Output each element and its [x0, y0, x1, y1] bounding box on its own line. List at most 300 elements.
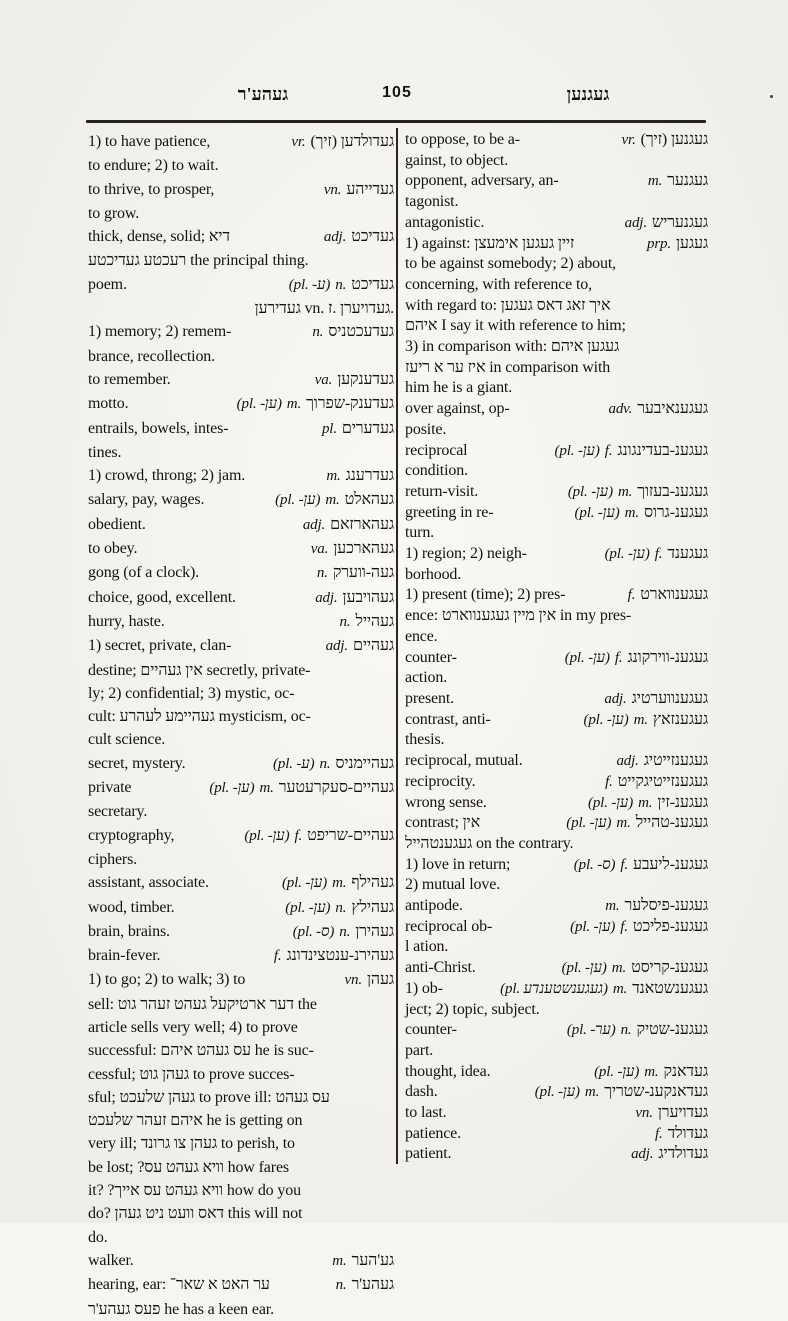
grammar-tag: n.: [335, 899, 347, 916]
gloss-text: patient.: [405, 1145, 452, 1163]
headword: געדיכט: [351, 275, 394, 293]
headword: געדולדיג: [658, 1145, 708, 1163]
gloss-text: to endure; 2) to wait.: [88, 157, 219, 175]
entry-line: [405, 937, 708, 958]
headword: געגענ-גרוס: [643, 503, 708, 521]
headword: געגענ-פליכט: [632, 917, 708, 935]
grammar-tag: f.: [294, 827, 303, 844]
gloss-text: איהם זעהר שלעכט he is getting on: [88, 1112, 303, 1130]
page-number: 105: [382, 84, 412, 101]
entry-line: [88, 944, 394, 968]
gloss-text: gong (of a clock).: [88, 564, 200, 582]
dictionary-entry: [405, 234, 708, 400]
gloss-text: 1) crowd, throng; 2) jam.: [88, 467, 246, 485]
entry-tail: [605, 544, 708, 565]
entry-line: [88, 728, 394, 751]
grammar-tag: m.: [584, 1084, 600, 1101]
headword: געהירן: [355, 922, 394, 940]
grammar-tag: n.: [335, 1277, 347, 1294]
entry-line: [405, 544, 708, 565]
entry-line: [88, 320, 394, 344]
gloss-text: walker.: [88, 1251, 134, 1269]
entry-tail: [273, 752, 394, 776]
gloss-text: 1) to go; 2) to walk; 3) to: [88, 971, 246, 989]
entry-line: [88, 537, 394, 561]
gloss-text: 2) mutual love.: [405, 876, 501, 894]
grammar-tag: va.: [314, 371, 333, 388]
entry-line: [88, 896, 394, 920]
plural-info: (pl. -ע): [273, 755, 315, 772]
column-right: [405, 130, 708, 1165]
entry-line: [88, 848, 394, 871]
entry-line: [88, 1156, 394, 1179]
entry-line: [88, 178, 394, 202]
gloss-text: part.: [405, 1041, 434, 1059]
entry-tail: [311, 537, 394, 561]
plural-info: (pl. -ער): [566, 1022, 616, 1039]
gloss-text: 1) love in return;: [405, 855, 511, 873]
plural-info: (pl. -ע): [288, 276, 331, 293]
dictionary-entry: [405, 1082, 708, 1103]
entry-line: [88, 249, 394, 272]
dictionary-entry: [88, 1249, 394, 1273]
dictionary-entry: [405, 896, 708, 917]
entry-tail: [332, 1249, 394, 1273]
dictionary-entry: [405, 213, 708, 234]
gloss-text: obedient.: [88, 515, 146, 533]
headword: געגענשטאנד: [632, 979, 708, 997]
gloss-text: cult: געהיימע לעהרע mysticism, oc-: [88, 708, 311, 726]
entry-tail: [628, 585, 708, 606]
entry-tail: [274, 944, 394, 968]
gloss-text: ject; 2) topic, subject.: [405, 1000, 540, 1018]
dictionary-entry: [88, 368, 394, 392]
gloss-text: wrong sense.: [405, 793, 487, 811]
dictionary-entry: [405, 1124, 708, 1145]
entry-line: [405, 1020, 708, 1041]
entry-line: [405, 1000, 708, 1021]
grammar-tag: vr.: [291, 134, 306, 150]
dictionary-entry: [405, 958, 708, 979]
grammar-tag: adv.: [608, 401, 633, 418]
headword: געדיכט: [351, 228, 394, 246]
entry-tail: [317, 561, 394, 585]
gloss-text: to remember.: [88, 370, 171, 388]
entry-tail: [285, 896, 394, 920]
headword: געדענקען: [337, 370, 394, 388]
gloss-text: contrast, anti-: [405, 710, 491, 728]
entry-line: [88, 345, 394, 368]
entry-tail: [535, 1082, 708, 1103]
grammar-tag: f.: [604, 442, 613, 459]
dictionary-entry: [405, 979, 708, 1020]
entry-line: [88, 1298, 394, 1321]
headword: געהילץ: [351, 898, 394, 916]
entry-line: [88, 130, 394, 154]
headword: געגענ-ווירקונג: [627, 648, 708, 666]
column-divider-rule: [396, 128, 398, 1164]
gloss-text: gainst, to object.: [405, 151, 509, 169]
entry-line: [405, 917, 708, 938]
entry-tail: [583, 710, 708, 731]
headword: געגענ-בעזוך: [637, 482, 708, 500]
entry-line: [405, 151, 708, 172]
gloss-text: wood, timber.: [88, 898, 175, 916]
plural-info: (pl. -ען): [566, 815, 612, 832]
headword: געהאלט: [344, 491, 394, 509]
gloss-text: counter-: [405, 648, 457, 666]
gloss-text: reciprocal ob-: [405, 917, 493, 935]
headword: געהיים-שריפט: [307, 826, 394, 844]
gloss-text: פעס געהע'ר he has a keen ear.: [88, 1300, 274, 1318]
dictionary-entry: [88, 610, 394, 634]
gloss-text: 1) region; 2) neigh-: [405, 545, 527, 563]
grammar-tag: m.: [624, 504, 639, 521]
headword: געהילף: [351, 874, 394, 892]
entry-line: [405, 813, 708, 834]
entry-line: [88, 1109, 394, 1132]
gloss-text: contrast; אין: [405, 814, 481, 832]
entry-tail: [605, 772, 708, 793]
headword: געגענ-טהייל: [635, 814, 708, 832]
dictionary-entry: [405, 751, 708, 772]
entry-line: [405, 958, 708, 979]
headword: געדולד: [667, 1124, 708, 1142]
grammar-tag: va.: [310, 541, 329, 558]
entry-tail: [500, 979, 708, 1000]
entry-line: [405, 523, 708, 544]
dictionary-entry: [405, 482, 708, 503]
column-left: [88, 130, 394, 1321]
entry-tail: [635, 1103, 708, 1124]
grammar-tag: m.: [611, 960, 627, 977]
entry-line: [88, 488, 394, 512]
entry-line: [88, 513, 394, 537]
entry-line: [88, 273, 394, 297]
headword: געדויערן: [657, 1104, 708, 1122]
plural-info: (pl. -ען): [275, 492, 321, 509]
entry-line: [88, 752, 394, 776]
entry-line: [405, 855, 708, 876]
entry-line: [405, 296, 708, 317]
headword: געהן: [366, 971, 394, 989]
gloss-text: reciprocal, mutual.: [405, 752, 523, 770]
gloss-text: borhood.: [405, 565, 462, 583]
grammar-tag: m.: [325, 492, 340, 509]
gloss-text: איהם I say it with reference to him;: [405, 317, 626, 335]
headword: געגענ-פיסלער: [624, 897, 708, 915]
entry-line: [88, 1273, 394, 1297]
entry-line: [88, 1179, 394, 1202]
headword: געדעכטניס: [328, 323, 394, 341]
gloss-text: to obey.: [88, 540, 138, 558]
entry-tail: [345, 968, 395, 992]
dictionary-entry: [405, 689, 708, 710]
entry-line: [88, 225, 394, 249]
headword: געדאנקענ-שטריך: [604, 1083, 708, 1101]
dictionary-entry: [88, 320, 394, 368]
entry-tail: [588, 793, 708, 814]
dictionary-entry: [405, 710, 708, 751]
headword: געהירנ-ענטצינדונג: [286, 947, 394, 965]
entry-tail: [282, 871, 394, 895]
grammar-tag: n.: [339, 613, 351, 630]
entry-tail: [565, 648, 708, 669]
gloss-text: to be against somebody; 2) about,: [405, 255, 617, 273]
grammar-tag: m.: [644, 1063, 659, 1080]
entry-line: [88, 776, 394, 800]
entry-line: [405, 565, 708, 586]
grammar-tag: n.: [335, 276, 347, 293]
entry-tail: [209, 776, 394, 800]
dictionary-entry: [405, 813, 708, 854]
entry-line: [88, 1039, 394, 1062]
entry-tail: [326, 464, 394, 488]
gloss-text: dash.: [405, 1083, 438, 1101]
entry-line: [88, 441, 394, 464]
dictionary-entry: [88, 178, 394, 226]
gloss-text: greeting in re-: [405, 503, 494, 521]
plural-info: (pl. -ען): [570, 918, 616, 935]
headword: געגענזייטיג: [643, 752, 708, 770]
grammar-tag: m.: [259, 780, 274, 797]
dictionary-entry: [405, 399, 708, 440]
entry-line: [88, 297, 394, 320]
grammar-tag: f.: [654, 1125, 663, 1142]
dictionary-entry: [88, 273, 394, 297]
entry-line: [88, 610, 394, 634]
entry-tail: [275, 488, 394, 512]
gloss-text: 3) in comparison with: געגען איהם: [405, 338, 620, 356]
gloss-text: with regard to: איך זאג דאס געגען: [405, 296, 611, 314]
entry-line: [88, 154, 394, 177]
plural-info: (pl. -ען): [209, 780, 255, 797]
entry-tail: [244, 824, 394, 848]
headword: געדאנק: [663, 1062, 708, 1080]
entry-line: [88, 202, 394, 225]
gloss-text: destine; אין געהיים secretly, private-: [88, 661, 311, 679]
headword: געהארכען: [333, 540, 394, 558]
entry-tail: [326, 634, 394, 658]
entry-tail: [575, 503, 708, 524]
gloss-text: concerning, with reference to,: [405, 275, 592, 293]
dictionary-entry: [405, 772, 708, 793]
grammar-tag: vn.: [635, 1105, 653, 1122]
grammar-tag: adj.: [631, 1146, 654, 1163]
entry-line: [405, 399, 708, 420]
gloss-text: article sells very well; 4) to prove: [88, 1018, 298, 1036]
dictionary-entry: [405, 648, 708, 689]
grammar-tag: vr.: [621, 132, 636, 148]
headword: גע'הער: [351, 1251, 394, 1269]
gloss-text: poem.: [88, 275, 127, 293]
headword: געגענ-ליעבע: [632, 855, 708, 873]
dictionary-entry: [405, 917, 708, 958]
entry-tail: [647, 234, 708, 255]
header-guide-word-right: געגנען: [566, 84, 610, 104]
dictionary-entry: [88, 130, 394, 178]
headword: געדערים: [341, 419, 394, 437]
gloss-text: 1) ob-: [405, 979, 443, 997]
grammar-tag: m.: [612, 980, 628, 997]
entry-line: [88, 464, 394, 488]
running-head: [88, 84, 706, 108]
grammar-tag: f.: [620, 918, 628, 935]
entry-tail: [604, 689, 708, 710]
grammar-tag: adj.: [604, 690, 627, 707]
entry-tail: [568, 482, 708, 503]
gloss-text: condition.: [405, 462, 468, 480]
entry-line: [405, 234, 708, 255]
dictionary-entry: [88, 968, 394, 1249]
dictionary-entry: [88, 537, 394, 561]
gloss-text: to grow.: [88, 204, 140, 222]
dictionary-entry: [88, 392, 394, 416]
grammar-tag: adj.: [616, 753, 639, 770]
entry-line: [88, 1016, 394, 1039]
gloss-text: sful; געהן שלעכט to prove ill: עס געהט: [88, 1088, 330, 1106]
entry-tail: [625, 213, 708, 234]
gloss-text: 1) secret, private, clan-: [88, 637, 232, 655]
grammar-tag: adj.: [315, 589, 338, 606]
headword: געגענווארט: [640, 586, 708, 604]
gloss-text: do? דאס וועט ניט געהן this will not: [88, 1205, 303, 1223]
dictionary-entry: [88, 752, 394, 776]
gloss-text: l ation.: [405, 938, 449, 956]
gloss-text: entrails, bowels, intes-: [88, 419, 229, 437]
entry-line: [88, 993, 394, 1016]
entry-tail: [631, 1144, 708, 1165]
entry-line: [405, 461, 708, 482]
entry-line: [88, 417, 394, 441]
entry-line: [88, 920, 394, 944]
gloss-text: רעכטע געדיכטע the principal thing.: [88, 252, 309, 270]
plural-info: (pl. -ען): [554, 442, 600, 459]
gloss-text: antipode.: [405, 897, 463, 915]
plural-info: (pl. -ען): [236, 396, 282, 413]
gloss-text: hurry, haste.: [88, 612, 165, 630]
grammar-tag: adj.: [323, 229, 347, 246]
gloss-text: counter-: [405, 1021, 457, 1039]
entry-line: [405, 648, 708, 669]
entry-line: [405, 834, 708, 855]
grammar-tag: m.: [638, 794, 653, 811]
gloss-text: to thrive, to prosper,: [88, 180, 215, 198]
grammar-tag: f.: [273, 948, 282, 965]
gloss-text: him he is a giant.: [405, 379, 513, 397]
headword: געגנעריש: [651, 213, 708, 231]
headword: געהיים-סעקרעטער: [278, 779, 394, 797]
grammar-tag: m.: [647, 173, 663, 190]
headword: געדייהע: [346, 180, 394, 198]
grammar-tag: f.: [627, 587, 636, 604]
entry-line: [405, 275, 708, 296]
entry-line: [405, 793, 708, 814]
plural-info: (pl. -ען): [594, 1063, 640, 1080]
dictionary-entry: [405, 441, 708, 482]
gloss-text: cult science.: [88, 731, 166, 749]
gloss-text: ciphers.: [88, 850, 138, 868]
gloss-text: to last.: [405, 1104, 447, 1122]
grammar-tag: adj.: [302, 516, 326, 533]
gloss-text: motto.: [88, 395, 129, 413]
headword: געגנער: [667, 172, 708, 190]
plural-info: (pl. -ס): [292, 923, 335, 940]
gloss-text: געגענטהייל on the contrary.: [405, 834, 574, 852]
plural-info: (pl. -ען): [587, 794, 634, 811]
headword: געדרענג: [345, 467, 394, 485]
gloss-text: brance, recollection.: [88, 347, 215, 365]
grammar-tag: vn.: [323, 181, 342, 198]
entry-tail: [336, 1273, 394, 1297]
entry-line: [88, 1249, 394, 1273]
gloss-text: ence.: [405, 627, 438, 645]
entry-line: [405, 358, 708, 379]
dictionary-entry: [405, 171, 708, 212]
dictionary-entry: [88, 513, 394, 537]
entry-line: [405, 668, 708, 689]
gloss-text: present.: [405, 689, 455, 707]
dictionary-entry: [88, 1273, 394, 1321]
entry-tail: [315, 586, 394, 610]
entry-line: [405, 606, 708, 627]
entry-line: [405, 627, 708, 648]
grammar-tag: m.: [616, 815, 631, 832]
entry-line: [405, 896, 708, 917]
dictionary-entry: [88, 561, 394, 585]
entry-line: [405, 710, 708, 731]
gloss-text: successful: עס געהט איהם he is suc-: [88, 1042, 314, 1060]
entry-line: [405, 772, 708, 793]
headword: געהע'ר: [351, 1276, 394, 1294]
gloss-text: posite.: [405, 420, 447, 438]
entry-line: [405, 378, 708, 399]
grammar-tag: m.: [286, 396, 302, 413]
dictionary-entry: [88, 297, 394, 320]
headword: געדענק-שפרוך: [306, 395, 394, 413]
gloss-text: over against, op-: [405, 400, 510, 418]
dictionary-entry: [88, 920, 394, 944]
dictionary-entry: [88, 896, 394, 920]
grammar-tag: f.: [620, 856, 628, 873]
gloss-text: to oppose, to be a-: [405, 131, 520, 148]
entry-tail: [340, 610, 394, 634]
grammar-tag: adj.: [325, 638, 348, 655]
gloss-text: patience.: [405, 1124, 461, 1142]
dictionary-entry: [405, 503, 708, 544]
entry-line: [88, 871, 394, 895]
entry-line: [405, 441, 708, 462]
entry-line: [88, 634, 394, 658]
gloss-text: איז ער א ריעז in comparison with: [405, 358, 611, 376]
entry-line: [405, 1144, 708, 1165]
entry-line: [88, 800, 394, 823]
gloss-text: salary, pay, wages.: [88, 491, 205, 509]
gloss-text: ence: אין מיין געגענווארט in my pres-: [405, 607, 632, 625]
headword: געהויבען: [342, 588, 394, 606]
grammar-tag: f.: [605, 773, 613, 790]
grammar-tag: prp.: [646, 235, 671, 252]
entry-line: [405, 171, 708, 192]
plural-info: (pl. -ען): [564, 649, 610, 666]
plural-info: (pl. -ס): [573, 856, 616, 873]
entry-line: [88, 1132, 394, 1155]
entry-line: [405, 730, 708, 751]
grammar-tag: n.: [620, 1022, 632, 1039]
dictionary-entry: [88, 634, 394, 751]
grammar-tag: f.: [654, 546, 663, 563]
grammar-tag: m.: [605, 898, 620, 915]
